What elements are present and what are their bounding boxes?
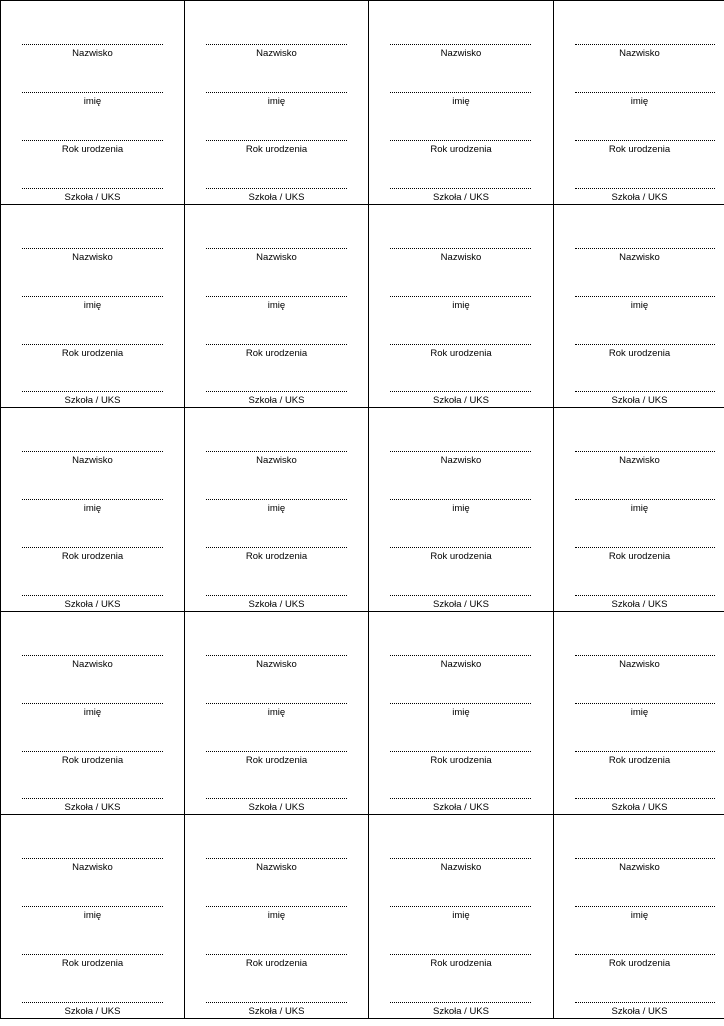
name-card bbox=[554, 1, 724, 205]
dotted-fill-line bbox=[206, 391, 347, 392]
dotted-fill-line bbox=[575, 858, 715, 859]
field-label: imię bbox=[630, 910, 649, 922]
name-card bbox=[185, 815, 369, 1019]
card-field bbox=[1, 906, 184, 930]
dotted-fill-line bbox=[22, 296, 163, 297]
card-field bbox=[1, 248, 184, 272]
field-label: imię bbox=[452, 503, 470, 515]
dotted-fill-line bbox=[575, 499, 715, 500]
name-card bbox=[1, 612, 185, 816]
field-label: Szkoła / UKS bbox=[433, 802, 489, 814]
field-label: Szkoła / UKS bbox=[64, 598, 121, 610]
field-label: Szkoła / UKS bbox=[248, 395, 305, 407]
dotted-fill-line bbox=[22, 655, 163, 656]
name-card bbox=[369, 815, 554, 1019]
dotted-fill-line bbox=[390, 547, 531, 548]
card-field bbox=[369, 248, 553, 272]
dotted-fill-line bbox=[206, 858, 347, 859]
dotted-fill-line bbox=[575, 1002, 715, 1003]
card-field bbox=[185, 140, 368, 164]
card-field bbox=[369, 906, 553, 930]
card-field bbox=[369, 44, 553, 68]
dotted-fill-line bbox=[390, 44, 531, 45]
field-label: Rok urodzenia bbox=[61, 958, 124, 970]
name-card bbox=[554, 612, 724, 816]
card-field bbox=[1, 92, 184, 116]
name-card bbox=[369, 612, 554, 816]
dotted-fill-line bbox=[575, 547, 715, 548]
card-field bbox=[1, 547, 184, 571]
field-label: Nazwisko bbox=[256, 862, 297, 874]
card-field bbox=[554, 703, 724, 727]
card-field bbox=[1, 751, 184, 775]
card-field bbox=[185, 1002, 368, 1026]
dotted-fill-line bbox=[390, 296, 531, 297]
card-field bbox=[185, 954, 368, 978]
card-field bbox=[554, 296, 724, 320]
field-label: imię bbox=[267, 910, 286, 922]
dotted-fill-line bbox=[390, 595, 531, 596]
dotted-fill-line bbox=[22, 499, 163, 500]
field-label: Nazwisko bbox=[72, 455, 113, 467]
name-card bbox=[185, 1, 369, 205]
field-label: Szkoła / UKS bbox=[64, 191, 121, 203]
dotted-fill-line bbox=[22, 140, 163, 141]
dotted-fill-line bbox=[206, 296, 347, 297]
field-label: Szkoła / UKS bbox=[611, 395, 668, 407]
dotted-fill-line bbox=[390, 751, 531, 752]
card-field bbox=[185, 499, 368, 523]
card-field bbox=[1, 499, 184, 523]
card-field bbox=[185, 906, 368, 930]
name-card bbox=[1, 815, 185, 1019]
dotted-fill-line bbox=[390, 391, 531, 392]
dotted-fill-line bbox=[206, 344, 347, 345]
dotted-fill-line bbox=[206, 954, 347, 955]
field-label: Szkoła / UKS bbox=[248, 191, 305, 203]
card-field bbox=[1, 703, 184, 727]
dotted-fill-line bbox=[575, 703, 715, 704]
card-field bbox=[554, 92, 724, 116]
field-label: imię bbox=[83, 299, 102, 311]
card-field bbox=[369, 858, 553, 882]
dotted-fill-line bbox=[575, 140, 715, 141]
card-field bbox=[554, 499, 724, 523]
dotted-fill-line bbox=[206, 547, 347, 548]
field-label: Szkoła / UKS bbox=[248, 802, 305, 814]
field-label: Nazwisko bbox=[440, 251, 482, 263]
card-field bbox=[554, 751, 724, 775]
field-label: Szkoła / UKS bbox=[611, 191, 668, 203]
field-label: Nazwisko bbox=[619, 658, 660, 670]
field-label: Rok urodzenia bbox=[61, 551, 124, 563]
field-label: Rok urodzenia bbox=[430, 551, 492, 563]
card-field bbox=[369, 954, 553, 978]
field-label: Rok urodzenia bbox=[608, 958, 671, 970]
dotted-fill-line bbox=[22, 451, 163, 452]
dotted-fill-line bbox=[390, 188, 531, 189]
field-label: Nazwisko bbox=[256, 251, 297, 263]
card-field bbox=[369, 547, 553, 571]
card-field bbox=[554, 248, 724, 272]
dotted-fill-line bbox=[390, 92, 531, 93]
dotted-fill-line bbox=[206, 655, 347, 656]
field-label: imię bbox=[83, 910, 102, 922]
card-field bbox=[1, 140, 184, 164]
field-label: imię bbox=[267, 706, 286, 718]
field-label: Rok urodzenia bbox=[61, 754, 124, 766]
field-label: Szkoła / UKS bbox=[248, 1005, 305, 1017]
card-field bbox=[185, 703, 368, 727]
dotted-fill-line bbox=[206, 798, 347, 799]
field-label: Rok urodzenia bbox=[430, 144, 492, 155]
card-field bbox=[1, 655, 184, 679]
card-field bbox=[185, 344, 368, 368]
dotted-fill-line bbox=[390, 703, 531, 704]
card-field bbox=[554, 954, 724, 978]
field-label: Szkoła / UKS bbox=[611, 802, 668, 814]
name-card bbox=[554, 408, 724, 612]
dotted-fill-line bbox=[575, 906, 715, 907]
field-label: Szkoła / UKS bbox=[611, 598, 668, 610]
dotted-fill-line bbox=[206, 248, 347, 249]
dotted-fill-line bbox=[22, 954, 163, 955]
field-label: Nazwisko bbox=[619, 251, 660, 263]
field-label: Szkoła / UKS bbox=[433, 191, 489, 203]
field-label: Rok urodzenia bbox=[245, 144, 308, 155]
card-field bbox=[1, 296, 184, 320]
dotted-fill-line bbox=[575, 751, 715, 752]
dotted-fill-line bbox=[575, 595, 715, 596]
field-label: Nazwisko bbox=[72, 658, 113, 670]
dotted-fill-line bbox=[390, 858, 531, 859]
dotted-fill-line bbox=[206, 451, 347, 452]
card-field bbox=[554, 140, 724, 164]
card-field bbox=[369, 344, 553, 368]
dotted-fill-line bbox=[22, 391, 163, 392]
card-field bbox=[369, 451, 553, 475]
field-label: imię bbox=[267, 299, 286, 311]
dotted-fill-line bbox=[206, 188, 347, 189]
name-card bbox=[369, 408, 554, 612]
field-label: Nazwisko bbox=[440, 455, 482, 467]
card-field bbox=[1, 858, 184, 882]
card-field bbox=[185, 92, 368, 116]
dotted-fill-line bbox=[575, 451, 715, 452]
field-label: Rok urodzenia bbox=[608, 347, 671, 359]
dotted-fill-line bbox=[575, 188, 715, 189]
field-label: Rok urodzenia bbox=[61, 347, 124, 359]
card-field bbox=[185, 451, 368, 475]
field-label: Rok urodzenia bbox=[430, 347, 492, 359]
field-label: Rok urodzenia bbox=[608, 551, 671, 563]
card-field bbox=[185, 44, 368, 68]
dotted-fill-line bbox=[575, 248, 715, 249]
name-card bbox=[554, 815, 724, 1019]
dotted-fill-line bbox=[575, 344, 715, 345]
field-label: Szkoła / UKS bbox=[433, 1005, 489, 1017]
card-field bbox=[554, 451, 724, 475]
dotted-fill-line bbox=[22, 703, 163, 704]
field-label: imię bbox=[452, 910, 470, 922]
field-label: Nazwisko bbox=[440, 658, 482, 670]
name-card bbox=[185, 612, 369, 816]
name-card bbox=[369, 1, 554, 205]
field-label: imię bbox=[452, 299, 470, 311]
field-label: imię bbox=[267, 503, 286, 515]
dotted-fill-line bbox=[390, 499, 531, 500]
field-label: Rok urodzenia bbox=[245, 958, 308, 970]
card-field bbox=[554, 44, 724, 68]
dotted-fill-line bbox=[575, 655, 715, 656]
dotted-fill-line bbox=[390, 248, 531, 249]
dotted-fill-line bbox=[206, 92, 347, 93]
name-card bbox=[1, 408, 185, 612]
dotted-fill-line bbox=[206, 499, 347, 500]
dotted-fill-line bbox=[390, 344, 531, 345]
name-card bbox=[185, 408, 369, 612]
field-label: Rok urodzenia bbox=[608, 144, 671, 155]
field-label: imię bbox=[83, 706, 102, 718]
card-field bbox=[1, 954, 184, 978]
name-card bbox=[369, 205, 554, 409]
card-field bbox=[369, 140, 553, 164]
field-label: Nazwisko bbox=[256, 455, 297, 467]
dotted-fill-line bbox=[575, 391, 715, 392]
name-card bbox=[185, 205, 369, 409]
field-label: Rok urodzenia bbox=[245, 754, 308, 766]
card-field bbox=[1, 1002, 184, 1026]
card-field bbox=[369, 1002, 553, 1026]
field-label: imię bbox=[83, 503, 102, 515]
dotted-fill-line bbox=[390, 798, 531, 799]
dotted-fill-line bbox=[22, 1002, 163, 1003]
dotted-fill-line bbox=[206, 595, 347, 596]
dotted-fill-line bbox=[22, 248, 163, 249]
field-label: Szkoła / UKS bbox=[433, 395, 489, 407]
name-card bbox=[1, 205, 185, 409]
dotted-fill-line bbox=[22, 906, 163, 907]
dotted-fill-line bbox=[206, 140, 347, 141]
dotted-fill-line bbox=[390, 1002, 531, 1003]
card-field bbox=[369, 703, 553, 727]
field-label: Rok urodzenia bbox=[430, 958, 492, 970]
field-label: Rok urodzenia bbox=[61, 144, 124, 155]
field-label: imię bbox=[630, 503, 649, 515]
dotted-fill-line bbox=[22, 751, 163, 752]
field-label: imię bbox=[83, 96, 102, 107]
field-label: Szkoła / UKS bbox=[64, 1005, 121, 1017]
card-field bbox=[554, 906, 724, 930]
card-field bbox=[369, 751, 553, 775]
dotted-fill-line bbox=[390, 954, 531, 955]
field-label: Szkoła / UKS bbox=[433, 598, 489, 610]
dotted-fill-line bbox=[22, 92, 163, 93]
dotted-fill-line bbox=[575, 296, 715, 297]
dotted-fill-line bbox=[22, 798, 163, 799]
card-field bbox=[554, 858, 724, 882]
card-field bbox=[1, 44, 184, 68]
card-field bbox=[369, 655, 553, 679]
name-card bbox=[554, 205, 724, 409]
field-label: Szkoła / UKS bbox=[248, 598, 305, 610]
dotted-fill-line bbox=[206, 1002, 347, 1003]
card-field bbox=[1, 451, 184, 475]
field-label: Szkoła / UKS bbox=[64, 802, 121, 814]
dotted-fill-line bbox=[22, 858, 163, 859]
card-field bbox=[185, 751, 368, 775]
dotted-fill-line bbox=[206, 751, 347, 752]
field-label: Nazwisko bbox=[619, 862, 660, 874]
dotted-fill-line bbox=[390, 140, 531, 141]
dotted-fill-line bbox=[22, 188, 163, 189]
card-field bbox=[1, 344, 184, 368]
card-field bbox=[185, 296, 368, 320]
dotted-fill-line bbox=[575, 92, 715, 93]
field-label: Szkoła / UKS bbox=[64, 395, 121, 407]
dotted-fill-line bbox=[575, 954, 715, 955]
field-label: Nazwisko bbox=[440, 862, 482, 874]
card-field bbox=[185, 655, 368, 679]
field-label: Nazwisko bbox=[72, 48, 113, 59]
field-label: Nazwisko bbox=[440, 48, 482, 59]
field-label: Nazwisko bbox=[256, 48, 297, 59]
card-field bbox=[554, 344, 724, 368]
name-card bbox=[1, 1, 185, 205]
field-label: imię bbox=[630, 706, 649, 718]
dotted-fill-line bbox=[575, 44, 715, 45]
dotted-fill-line bbox=[390, 451, 531, 452]
dotted-fill-line bbox=[22, 344, 163, 345]
field-label: imię bbox=[267, 96, 286, 107]
dotted-fill-line bbox=[206, 906, 347, 907]
card-field bbox=[554, 655, 724, 679]
field-label: Nazwisko bbox=[256, 658, 297, 670]
field-label: Rok urodzenia bbox=[245, 551, 308, 563]
field-label: Nazwisko bbox=[72, 862, 113, 874]
card-field bbox=[185, 547, 368, 571]
card-field bbox=[554, 1002, 724, 1026]
dotted-fill-line bbox=[22, 595, 163, 596]
dotted-fill-line bbox=[575, 798, 715, 799]
field-label: Nazwisko bbox=[619, 455, 660, 467]
dotted-fill-line bbox=[206, 44, 347, 45]
card-field bbox=[185, 248, 368, 272]
field-label: Rok urodzenia bbox=[245, 347, 308, 359]
field-label: imię bbox=[452, 706, 470, 718]
field-label: imię bbox=[630, 96, 649, 107]
field-label: imię bbox=[452, 96, 470, 107]
card-field bbox=[369, 92, 553, 116]
field-label: imię bbox=[630, 299, 649, 311]
dotted-fill-line bbox=[390, 906, 531, 907]
dotted-fill-line bbox=[22, 547, 163, 548]
card-field bbox=[554, 547, 724, 571]
field-label: Nazwisko bbox=[619, 48, 660, 59]
card-field bbox=[185, 858, 368, 882]
field-label: Rok urodzenia bbox=[430, 754, 492, 766]
card-field bbox=[369, 499, 553, 523]
field-label: Rok urodzenia bbox=[608, 754, 671, 766]
card-field bbox=[369, 296, 553, 320]
dotted-fill-line bbox=[206, 703, 347, 704]
dotted-fill-line bbox=[390, 655, 531, 656]
dotted-fill-line bbox=[22, 44, 163, 45]
field-label: Nazwisko bbox=[72, 251, 113, 263]
field-label: Szkoła / UKS bbox=[611, 1005, 668, 1017]
